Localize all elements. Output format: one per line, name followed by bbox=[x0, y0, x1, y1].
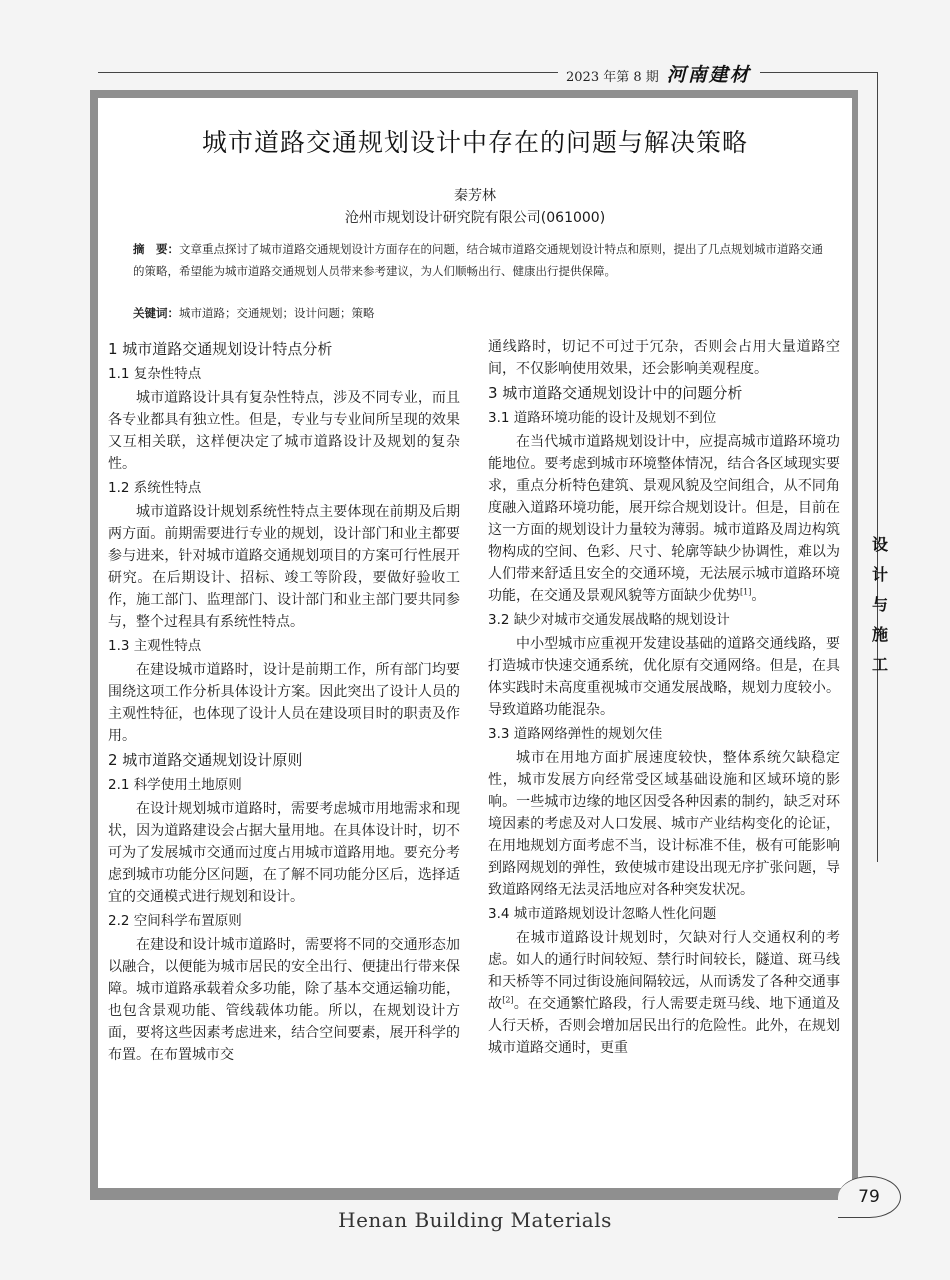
section-heading: 3 城市道路交通规划设计中的问题分析 bbox=[488, 384, 743, 402]
header-rule-vertical bbox=[877, 72, 878, 862]
paragraph: 城市道路设计规划系统性特点主要体现在前期及后期两方面。前期需要进行专业的规划，设计部门和业主都要参与进来，针对城市道路交通规划项目的方案可行性展开研究。在后期设计、招标、竣工等阶段，要做好验收工作，施工部门、监理部门、设计部门和业主部门要共同参与，整个过程具有系统性特点。 bbox=[108, 504, 460, 630]
issue-label: 2023 年第 8 期 bbox=[566, 70, 659, 85]
paragraph-text: 在城市道路设计规划时，欠缺对行人交通权利的考虑。如人的通行时间较短、禁行时间较长，隧道、斑马线和天桥等不同过街设施间隔较远，从而诱发了各种交通事故 bbox=[488, 930, 840, 1012]
subsection-heading: 2.2 空间科学布置原则 bbox=[108, 913, 242, 929]
citation-ref: [1] bbox=[740, 587, 752, 597]
paragraph: 在建设和设计城市道路时，需要将不同的交通形态加以融合，以便能为城市居民的安全出行、便捷出行带来保障。城市道路承载着众多功能，除了基本交通运输功能，也包含景观功能、管线载体功能。所以，在规划设计方面，要将这些因素考虑进来，结合空间要素，展开科学的布置。在布置城市交 bbox=[108, 937, 460, 1063]
section-side-label bbox=[868, 530, 892, 680]
abstract-text: 文章重点探讨了城市道路交通规划设计方面存在的问题，结合城市道路交通规划设计特点和原则，提出了几点规划城市道路交通的策略，希望能为城市道路交通规划人员带来参考建议，为人们顺畅出行、健康出行提供保障。 bbox=[133, 242, 823, 278]
right-column bbox=[488, 336, 840, 1059]
abstract bbox=[133, 238, 823, 282]
paragraph: 在当代城市道路规划设计中，应提高城市道路环境功能地位。要考虑到城市环境整体情况，结合各区域现实要求，重点分析特色建筑、景观风貌及空间组合，从不同角度融入道路环境功能，展开综合规划设计。但是，目前在这一方面的规划设计力量较为薄弱。城市道路及周边构筑物构成的空间、色彩、尺寸、轮廓等缺少协调性，难以为人们带来舒适且安全的交通环境，无法展示城市道路环境功能，在交通及景观风貌等方面缺少优势[1]。 bbox=[488, 434, 840, 604]
keywords-label: 关键词： bbox=[133, 306, 179, 320]
citation-ref: [2] bbox=[502, 995, 514, 1005]
article-panel bbox=[98, 98, 852, 1188]
side-char: 工 bbox=[871, 655, 888, 674]
affiliation: 沧州市规划设计研究院有限公司(061000) bbox=[344, 210, 606, 226]
paragraph: 在设计规划城市道路时，需要考虑城市用地需求和现状，因为道路建设会占据大量用地。在具体设计时，切不可为了发展城市交通而过度占用城市道路用地。要充分考虑到城市功能分区问题，在了解不同功能分区后，选择适宜的交通模式进行规划和设计。 bbox=[108, 801, 460, 905]
author-name: 秦芳林 bbox=[454, 188, 496, 204]
side-char: 计 bbox=[871, 565, 888, 584]
subsection-heading: 3.2 缺少对城市交通发展战略的规划设计 bbox=[488, 612, 730, 628]
subsection-heading: 3.4 城市道路规划设计忽略人性化问题 bbox=[488, 906, 717, 922]
header-rule-left bbox=[98, 72, 558, 73]
subsection-heading: 3.3 道路网络弹性的规划欠佳 bbox=[488, 726, 663, 742]
subsection-heading: 1.2 系统性特点 bbox=[108, 480, 202, 496]
journal-name: 河南建材 bbox=[666, 64, 751, 86]
subsection-heading: 2.1 科学使用土地原则 bbox=[108, 777, 242, 793]
subsection-heading: 1.3 主观性特点 bbox=[108, 638, 202, 654]
paragraph bbox=[488, 927, 840, 1059]
side-char: 施 bbox=[871, 625, 888, 644]
paragraph-text: 。在交通繁忙路段，行人需要走斑马线、地下通道及人行天桥，否则会增加居民出行的危险性。此外，在规划城市道路交通时，更重 bbox=[488, 996, 841, 1056]
paragraph: 中小型城市应重视开发建设基础的道路交通线路，要打造城市快速交通系统，优化原有交通网络。但是，在具体实践时未高度重视城市交通发展战略，规划力度较小。导致道路功能混杂。 bbox=[488, 636, 840, 718]
article-title: 城市道路交通规划设计中存在的问题与解决策略 bbox=[201, 128, 748, 157]
keywords-text: 城市道路；交通规划；设计问题；策略 bbox=[179, 306, 375, 320]
paragraph-text: 在当代城市道路规划设计中，应提高城市道路环境功能地位。要考虑到城市环境整体情况，结合各区域现实要求，重点分析特色建筑、景观风貌及空间组合，从不同角度融入道路环境功能，展开综合规划设计。但是，目前在这一方面的规划设计力量较为薄弱。城市道路及周边构筑物构成的空间、色彩、尺寸、轮廓等缺少协调性，难以为人们带来舒适且安全的交通环境，无法展示城市道路环境功能，在交通及景观风貌等方面缺少优势 bbox=[488, 434, 840, 604]
paragraph: 在建设城市道路时，设计是前期工作，所有部门均要围绕这项工作分析具体设计方案。因此突出了设计人员的主观性特征，也体现了设计人员在建设项目时的职责及作用。 bbox=[108, 662, 460, 744]
side-char: 与 bbox=[871, 595, 888, 614]
running-header bbox=[566, 60, 751, 84]
page-number: 79 bbox=[858, 1187, 880, 1207]
section-heading: 1 城市道路交通规划设计特点分析 bbox=[108, 340, 333, 358]
abstract-label: 摘 要： bbox=[133, 242, 179, 256]
left-column bbox=[108, 336, 460, 1066]
subsection-heading: 1.1 复杂性特点 bbox=[108, 366, 202, 382]
journal-footer: Henan Building Materials bbox=[338, 1208, 612, 1232]
paragraph: 城市道路设计具有复杂性特点，涉及不同专业，而且各专业都具有独立性。但是，专业与专业间所呈现的效果又互相关联，这样便决定了城市道路设计及规划的复杂性。 bbox=[108, 390, 460, 472]
side-char: 设 bbox=[871, 535, 888, 554]
subsection-heading: 3.1 道路环境功能的设计及规划不到位 bbox=[488, 410, 717, 426]
paragraph: 城市在用地方面扩展速度较快，整体系统欠缺稳定性，城市发展方向经常受区域基础设施和区域环境的影响。一些城市边缘的地区因受各种因素的制约，缺乏对环境因素的考虑及对人口发展、城市产业结构变化的论证，在用地规划方面考虑不当，设计标准不佳，极有可能影响到路网规划的弹性，致使城市建设出现无序扩张问题，导致道路网络无法灵活地应对各种突发状况。 bbox=[488, 750, 840, 898]
paragraph: 通线路时，切记不可过于冗杂，否则会占用大量道路空间，不仅影响使用效果，还会影响美观程度。 bbox=[488, 339, 840, 377]
section-heading: 2 城市道路交通规划设计原则 bbox=[108, 751, 303, 769]
keywords bbox=[133, 302, 823, 324]
header-rule-right bbox=[760, 72, 878, 73]
